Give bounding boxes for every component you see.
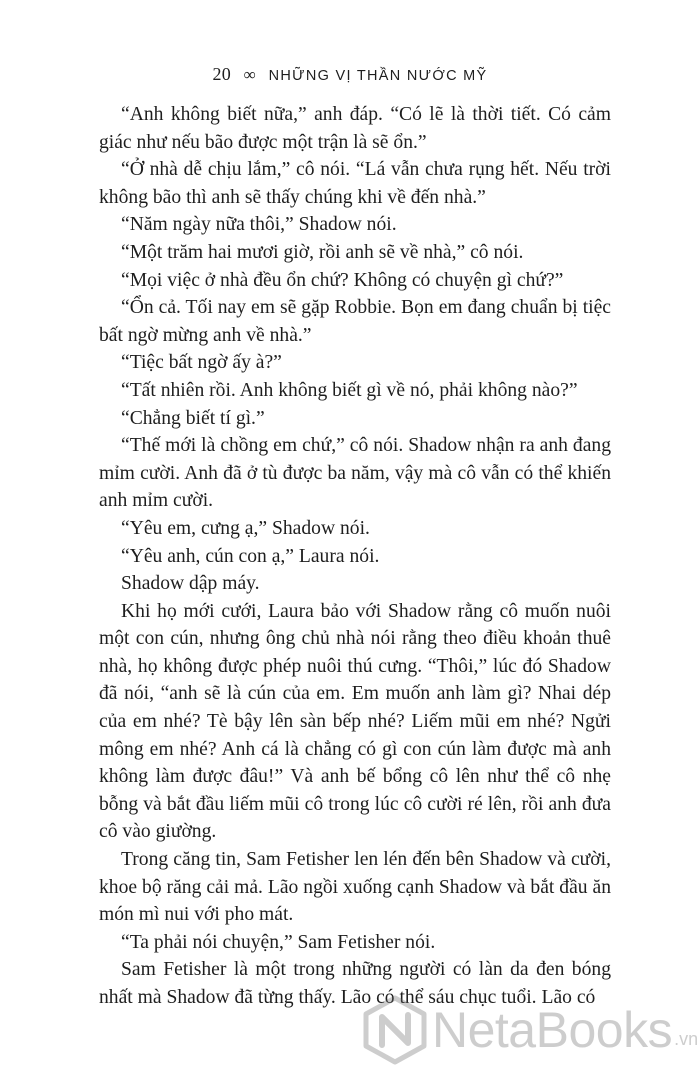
paragraph: “Tất nhiên rồi. Anh không biết gì về nó, phải không nào?” bbox=[121, 379, 578, 401]
paragraph: “Năm ngày nữa thôi,” Shadow nói. bbox=[121, 214, 397, 236]
paragraph: “Chẳng biết tí gì.” bbox=[121, 407, 265, 429]
paragraph: “Yêu em, cưng ạ,” Shadow nói. bbox=[121, 517, 370, 539]
paragraph: “Ổn cả. Tối nay em sẽ gặp Robbie. Bọn em đang chuẩn bị tiệc bất ngờ mừng anh về nhà.” bbox=[99, 297, 611, 346]
paragraph: Sam Fetisher là một trong những người có làn da đen bóng nhất mà Shadow đã từng thấy. Lão có thể sáu chục tuổi. Lão có bbox=[99, 959, 611, 1008]
running-header bbox=[0, 64, 700, 85]
paragraph: Trong căng tin, Sam Fetisher len lén đến bên Shadow và cười, khoe bộ răng cải mả. Lão ngồi xuống cạnh Shadow và bắt đầu ăn món mì nui với pho mát. bbox=[99, 849, 611, 926]
paragraph: “Một trăm hai mươi giờ, rồi anh sẽ về nhà,” cô nói. bbox=[121, 241, 524, 263]
paragraph: “Ở nhà dễ chịu lắm,” cô nói. “Lá vẫn chưa rụng hết. Nếu trời không bão thì anh sẽ thấy chúng khi về đến nhà.” bbox=[99, 159, 611, 208]
paragraph: “Mọi việc ở nhà đều ổn chứ? Không có chuyện gì chứ?” bbox=[121, 269, 564, 291]
paragraph: “Anh không biết nữa,” anh đáp. “Có lẽ là thời tiết. Có cảm giác như nếu bão được một trận là sẽ ổn.” bbox=[99, 104, 611, 153]
paragraph: Khi họ mới cưới, Laura bảo với Shadow rằng cô muốn nuôi một con cún, nhưng ông chủ nhà nói rằng theo điều khoản thuê nhà, họ không được phép nuôi thú cưng. “Thôi,” lúc đó Shadow đã nói, “anh sẽ là cún của em. Em muốn anh làm gì? Nhai dép của em nhé? Tè bậy lên sàn bếp nhé? Liếm mũi em nhé? Ngửi mông em nhé? Anh cá là chẳng có gì con cún làm được mà anh không làm được đâu!” Và anh bế bổng cô lên như thể cô nhẹ bỗng và bắt đầu liếm mũi cô trong lúc cô cười ré lên, rồi anh đưa cô vào giường. bbox=[99, 600, 611, 843]
netabooks-n-logo-icon bbox=[362, 995, 428, 1065]
paragraph: Shadow dập máy. bbox=[121, 573, 260, 595]
body-text bbox=[99, 101, 611, 1012]
paragraph: “Thế mới là chồng em chứ,” cô nói. Shadow nhận ra anh đang mỉm cười. Anh đã ở tù được ba năm, vậy mà cô vẫn có thể khiến anh mỉm cười. bbox=[99, 435, 611, 512]
book-title: NHỮNG VỊ THẦN NƯỚC MỸ bbox=[268, 68, 488, 84]
watermark bbox=[362, 990, 698, 1070]
infinity-separator-icon: ∞ bbox=[243, 65, 257, 84]
paragraph: “Ta phải nói chuyện,” Sam Fetisher nói. bbox=[121, 931, 436, 953]
paragraph: “Tiệc bất ngờ ấy à?” bbox=[121, 352, 282, 374]
watermark-tld: .vn bbox=[674, 1028, 699, 1049]
paragraph: “Yêu anh, cún con ạ,” Laura nói. bbox=[121, 545, 380, 567]
page-number: 20 bbox=[212, 64, 232, 84]
watermark-brand: NetaBooks bbox=[432, 1002, 673, 1058]
